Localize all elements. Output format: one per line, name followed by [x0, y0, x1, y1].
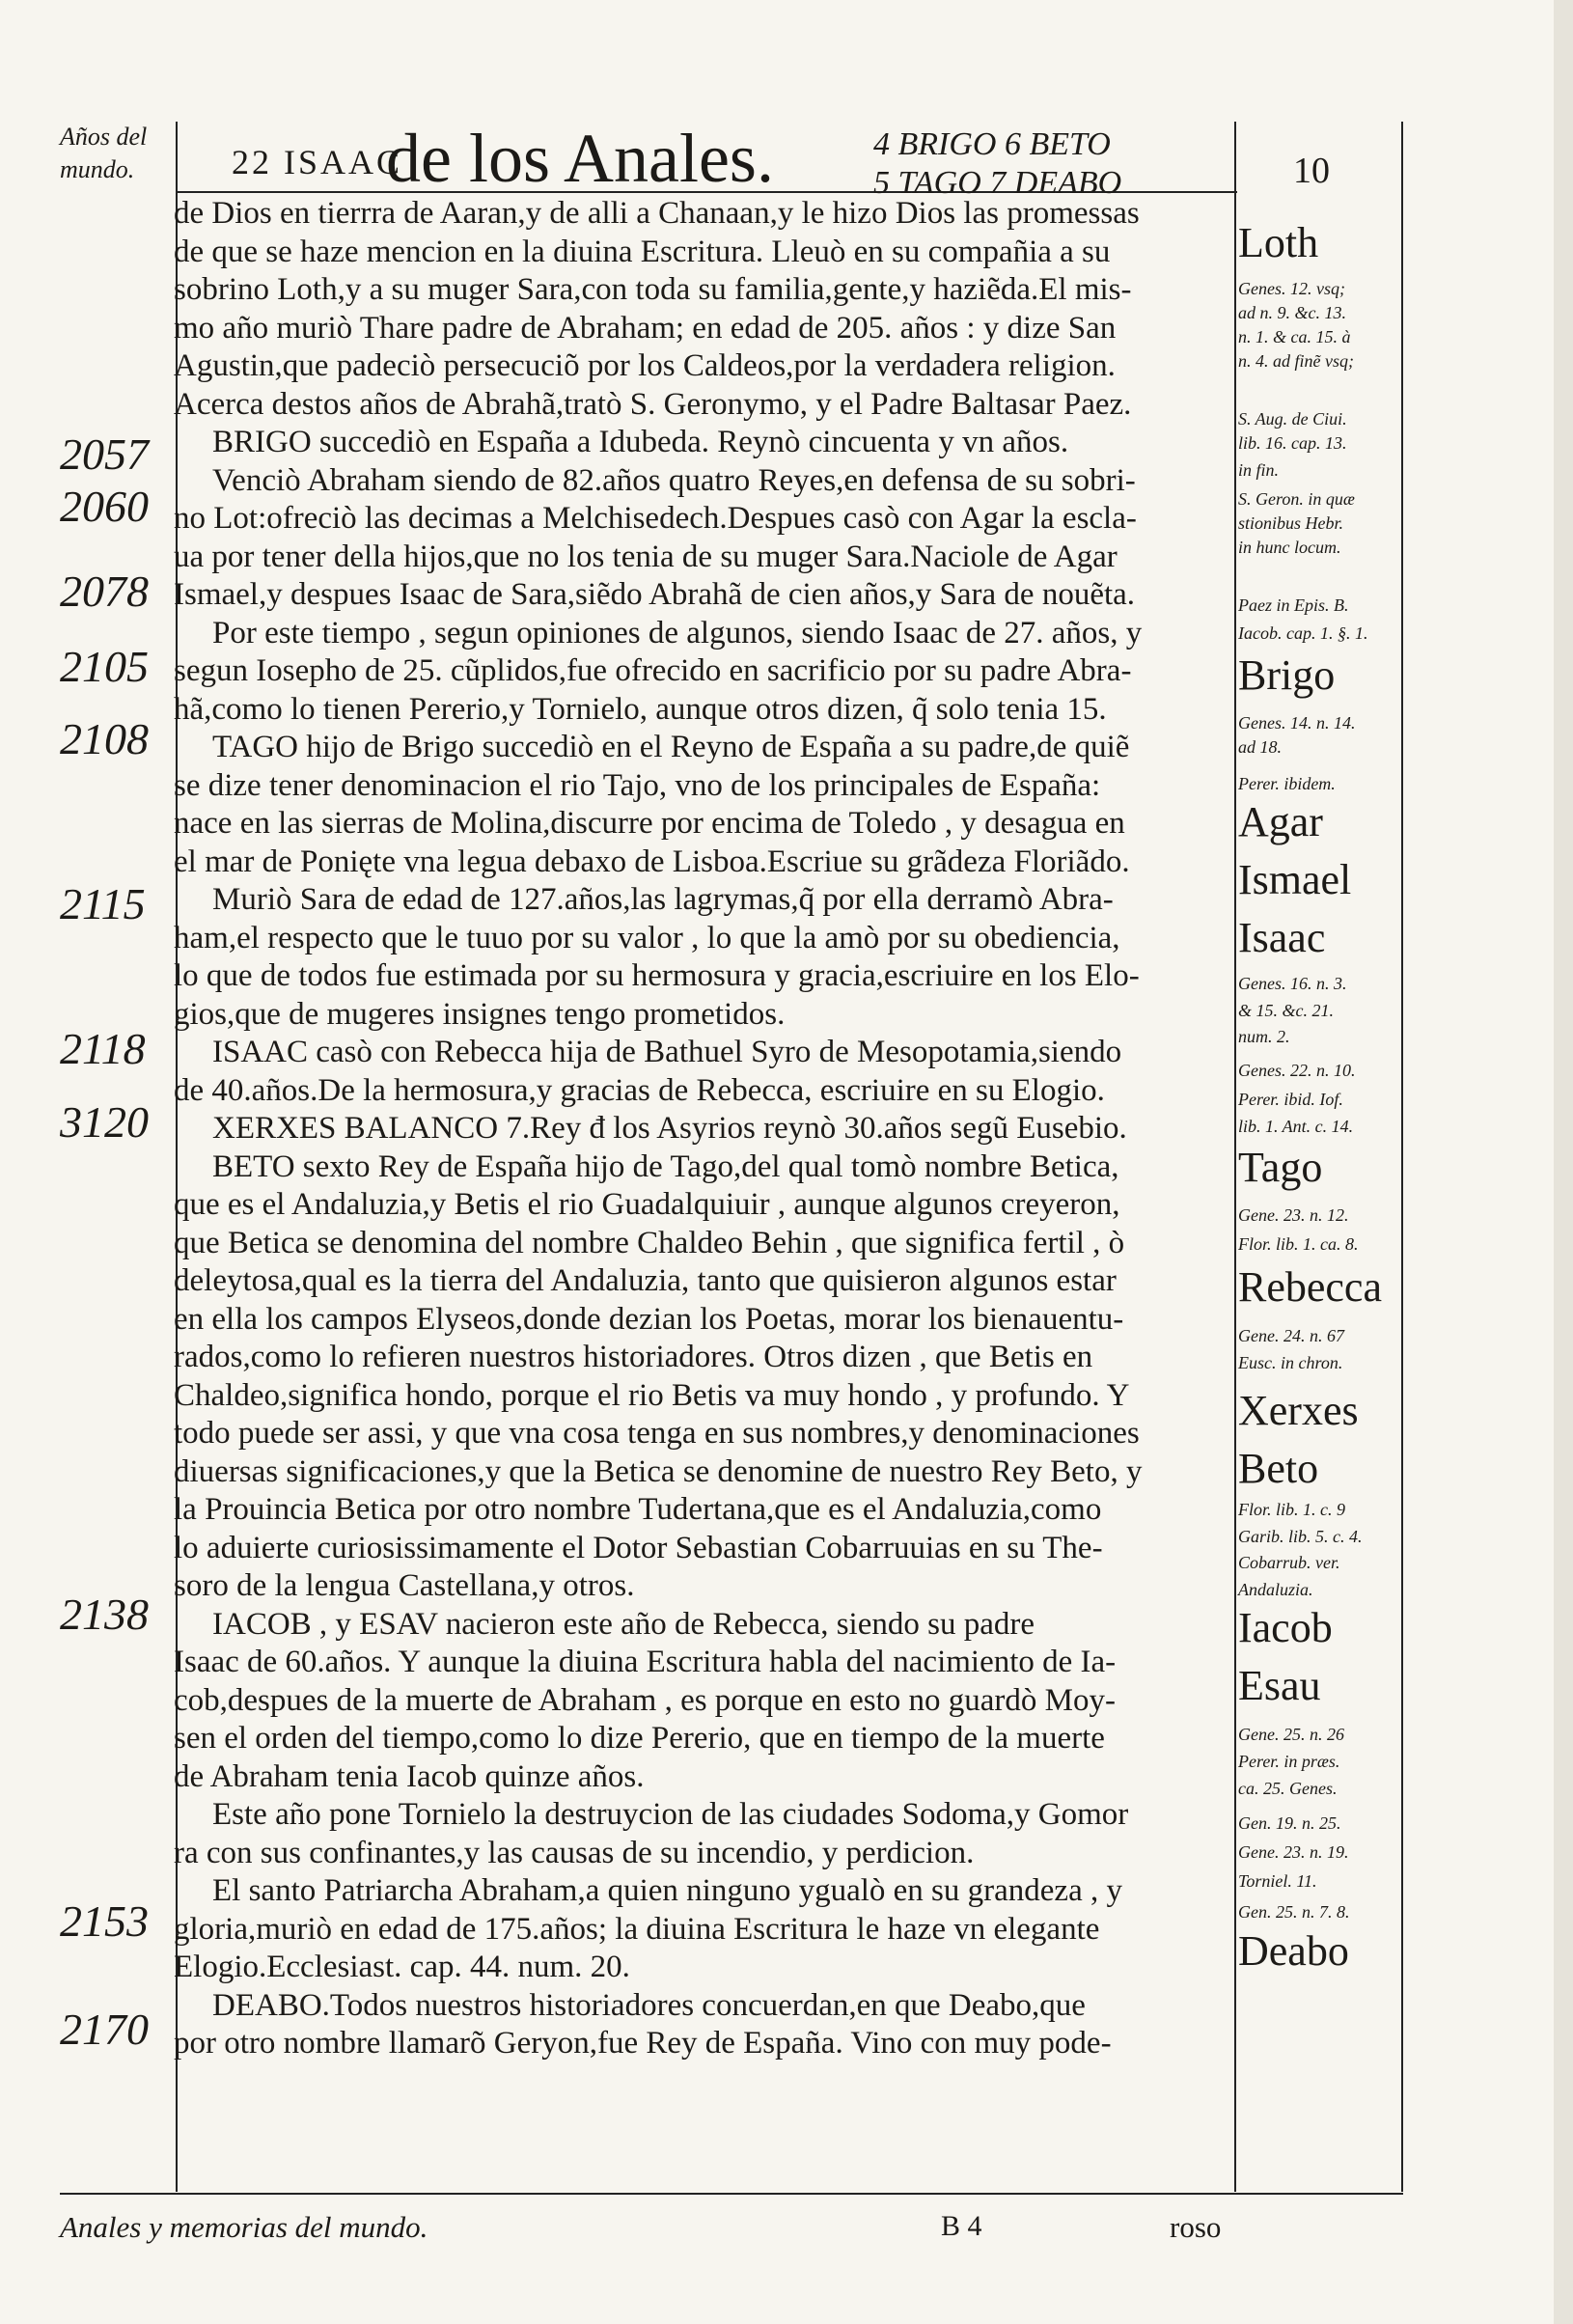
text-line: ISAAC casò con Rebecca hija de Bathuel Syro de Mesopotamia,siendo [212, 1035, 1122, 1069]
text-line: segun Iosepho de 25. cũplidos,fue ofrecido en sacrificio por su padre Abra- [174, 653, 1132, 688]
right-frame-rule [1401, 122, 1403, 2192]
margin-citation: num. 2. [1238, 1027, 1290, 1046]
text-line: de que se haze mencion en la diuina Escritura. Lleuò en su compañia a su [174, 234, 1111, 269]
text-line: Por este tiempo , segun opiniones de algunos, siendo Isaac de 27. años, y [212, 615, 1143, 650]
text-line: el mar de Ponięte vna legua debaxo de Lisboa.Escriue su grãdeza Floriãdo. [174, 844, 1130, 879]
margin-column-rule [1234, 122, 1236, 2192]
margin-heading: Esau [1238, 1662, 1321, 1709]
margin-citation: Cobarrub. ver. [1238, 1553, 1340, 1572]
year-label: 2170 [60, 2005, 149, 2054]
year-label: 2115 [60, 879, 146, 928]
footer-rule [60, 2193, 1403, 2195]
margin-citation: in hunc locum. [1238, 538, 1341, 557]
margin-citation: Eusc. in chron. [1238, 1353, 1343, 1372]
margin-citation: Perer. ibidem. [1238, 774, 1336, 793]
page-number: 22 [232, 143, 272, 181]
text-line: se dize tener denominacion el rio Tajo, vno de los principales de España: [174, 767, 1101, 803]
text-line: IACOB , y ESAV nacieron este año de Rebecca, siendo su padre [212, 1606, 1035, 1642]
margin-heading: Tago [1238, 1144, 1323, 1191]
text-line: la Prouincia Betica por otro nombre Tudertana,que es el Andaluzia,como [174, 1492, 1102, 1527]
text-line: no Lot:ofreciò las decimas a Melchisedech.Despues casò con Agar la escla- [174, 501, 1137, 536]
margin-citation: n. 4. ad finẽ vsq; [1238, 351, 1354, 371]
folio-number: 10 [1293, 151, 1330, 191]
margin-citation: in fin. [1238, 460, 1280, 480]
margin-citation: S. Geron. in quæ [1238, 489, 1355, 509]
text-line: sen el orden del tiempo,como lo dize Pererio, que en tiempo de la muerte [174, 1721, 1105, 1756]
text-line: gloria,muriò en edad de 175.años; la diuina Escritura le haze vn elegante [174, 1911, 1100, 1947]
text-line: diuersas significaciones,y que la Betica se denomine de nuestro Rey Beto, y [174, 1453, 1143, 1489]
text-line: rados,como lo refieren nuestros historiadores. Otros dizen , que Betis en [174, 1340, 1093, 1374]
text-line: ham,el respecto que le tuuo por su valor , lo que la amò por su obediencia, [174, 920, 1120, 955]
margin-heading: Deabo [1238, 1927, 1349, 1975]
year-label: 2060 [60, 482, 149, 531]
kings-line-2: 5 TAGO 7 DEABO [873, 165, 1122, 201]
margin-heading: Xerxes [1238, 1387, 1359, 1434]
margin-citation: stionibus Hebr. [1238, 513, 1344, 533]
text-line: Ismael,y despues Isaac de Sara,siẽdo Abrahã de cien años,y Sara de nouẽta. [174, 577, 1136, 612]
margin-citation: Paez in Epis. B. [1238, 595, 1349, 615]
margin-citation: Flor. lib. 1. c. 9 [1238, 1500, 1345, 1519]
text-line: Venciò Abraham siendo de 82.años quatro Reyes,en defensa de su sobri- [212, 462, 1136, 498]
text-line: que es el Andaluzia,y Betis el rio Guadalquiuir , aunque algunos creyeron, [174, 1187, 1120, 1222]
year-label: 2108 [60, 714, 149, 763]
margin-citation: Gen. 25. n. 7. 8. [1238, 1902, 1350, 1922]
footer-running-title: Anales y memorias del mundo. [60, 2210, 428, 2244]
running-head [232, 145, 402, 180]
margin-citation: ad n. 9. &c. 13. [1238, 303, 1346, 322]
margin-citation: lib. 1. Ant. c. 14. [1238, 1117, 1354, 1136]
text-line: Chaldeo,significa hondo, porque el rio Betis va muy hondo , y profundo. Y [174, 1377, 1130, 1413]
text-line: lo aduierte curiosissimamente el Dotor Sebastian Cobarruuias en su The- [174, 1530, 1103, 1565]
margin-citation: Gene. 25. n. 26 [1238, 1725, 1344, 1744]
text-line: sobrino Loth,y a su muger Sara,con toda su familia,gente,y haziẽda.El mis- [174, 272, 1132, 307]
margin-heading: Iacob [1238, 1604, 1333, 1651]
text-line: El santo Patriarcha Abraham,a quien ninguno ygualò en su grandeza , y [212, 1873, 1122, 1908]
margin-citation: Torniel. 11. [1238, 1871, 1317, 1891]
margin-citation: Genes. 12. vsq; [1238, 279, 1345, 298]
margin-citation: Garib. lib. 5. c. 4. [1238, 1527, 1363, 1546]
margin-heading: Agar [1238, 798, 1323, 845]
margin-citation: Genes. 14. n. 14. [1238, 713, 1356, 733]
text-line: BETO sexto Rey de España hijo de Tago,del qual tomò nombre Betica, [212, 1148, 1119, 1184]
margin-heading: Loth [1238, 219, 1319, 266]
year-label: 2118 [60, 1024, 146, 1073]
text-line: XERXES BALANCO 7.Rey đ los Asyrios reynò 30.años segũ Eusebio. [212, 1111, 1127, 1146]
margin-citation: & 15. &c. 21. [1238, 1001, 1334, 1020]
kings-line-1: 4 BRIGO 6 BETO [873, 126, 1111, 162]
year-label: 2078 [60, 567, 149, 616]
text-line: BRIGO succediò en España a Idubeda. Reynò cincuenta y vn años. [212, 425, 1069, 459]
text-line: DEABO.Todos nuestros historiadores concuerdan,en que Deabo,que [212, 1987, 1086, 2023]
margin-citation: n. 1. & ca. 15. à [1238, 327, 1351, 346]
text-line: Agustin,que padeciò persecuciõ por los Caldeos,por la verdadera religion. [174, 348, 1116, 383]
text-line: Elogio.Ecclesiast. cap. 44. num. 20. [174, 1950, 630, 1984]
text-line: gios,que de mugeres insignes tengo prometidos. [174, 996, 786, 1032]
text-line: TAGO hijo de Brigo succediò en el Reyno de España a su padre,de quiẽ [212, 730, 1130, 764]
text-line: que Betica se denomina del nombre Chaldeo Behin , que significa fertil , ò [174, 1225, 1125, 1260]
margin-citation: Gene. 23. n. 19. [1238, 1842, 1349, 1862]
text-line: hã,como lo tienen Pererio,y Tornielo, aunque otros dizen, q̃ solo tenia 15. [174, 691, 1107, 727]
text-line: de Dios en tierrra de Aaran,y de alli a Chanaan,y le hizo Dios las promessas [174, 196, 1140, 231]
kings-index [873, 125, 1230, 203]
margin-citation: Genes. 16. n. 3. [1238, 974, 1347, 993]
year-label: 2153 [60, 1896, 149, 1946]
text-line: mo año muriò Thare padre de Abraham; en edad de 205. años : y dize San [174, 310, 1117, 346]
text-line: todo puede ser assi, y que vna cosa tenga en sus nombres,y denominaciones [174, 1416, 1140, 1451]
margin-citation: Perer. in præs. [1238, 1752, 1340, 1771]
page-edge-shadow [1554, 0, 1573, 2324]
running-head-name: ISAAC [284, 143, 403, 181]
catchword: roso [1170, 2210, 1222, 2244]
text-line: Isaac de 60.años. Y aunque la diuina Escritura habla del nacimiento de Ia- [174, 1645, 1117, 1679]
margin-citation: Perer. ibid. Iof. [1238, 1090, 1343, 1109]
margin-citation: lib. 16. cap. 13. [1238, 433, 1347, 453]
text-line: ua por tener della hijos,que no los tenia de su muger Sara.Naciole de Agar [174, 539, 1118, 574]
text-line: de 40.años.De la hermosura,y gracias de Rebecca, escriuire en su Elogio. [174, 1072, 1105, 1108]
text-line: ra con sus confinantes,y las causas de su incendio, y perdicion. [174, 1835, 975, 1870]
margin-citation: Gen. 19. n. 25. [1238, 1813, 1341, 1833]
margin-citation: S. Aug. de Ciui. [1238, 409, 1347, 429]
margin-citation: Gene. 23. n. 12. [1238, 1205, 1349, 1225]
year-label: 3120 [60, 1097, 149, 1147]
text-line: Acerca destos años de Abrahã,tratò S. Geronymo, y el Padre Baltasar Paez. [174, 386, 1132, 422]
text-line: de Abraham tenia Iacob quinze años. [174, 1758, 645, 1794]
text-line: soro de la lengua Castellana,y otros. [174, 1568, 635, 1603]
margin-citation: Genes. 22. n. 10. [1238, 1061, 1356, 1080]
margin-citation: Andaluzia. [1238, 1580, 1313, 1599]
page-title: de los Anales. [386, 120, 774, 197]
year-label: 2057 [60, 429, 149, 479]
text-line: deleytosa,qual es la tierra del Andaluzia, tanto que quisieron algunos estar [174, 1263, 1117, 1298]
text-line: lo que de todos fue estimada por su hermosura y gracia,escriuire en los Elo- [174, 958, 1140, 993]
text-line: Muriò Sara de edad de 127.años,las lagrymas,q̃ por ella derramò Abra- [212, 882, 1114, 917]
year-label: 2138 [60, 1590, 149, 1639]
margin-heading: Ismael [1238, 856, 1352, 903]
text-line: en ella los campos Elyseos,donde dezian los Poetas, morar los bienauentu- [174, 1301, 1124, 1337]
margin-citation: Iacob. cap. 1. §. 1. [1238, 623, 1368, 643]
margin-heading: Rebecca [1238, 1263, 1382, 1311]
text-line: Este año pone Tornielo la destruycion de las ciudades Sodoma,y Gomor [212, 1797, 1129, 1832]
margin-citation: ca. 25. Genes. [1238, 1779, 1338, 1798]
text-line: nace en las sierras de Molina,discurre por encima de Toledo , y desagua en [174, 806, 1125, 841]
signature-mark: B 4 [941, 2210, 982, 2242]
text-line: cob,despues de la muerte de Abraham , es porque en esto no guardò Moy- [174, 1682, 1116, 1718]
margin-heading: Brigo [1238, 651, 1336, 699]
margin-citation: Flor. lib. 1. ca. 8. [1238, 1234, 1359, 1254]
margin-heading: Beto [1238, 1445, 1319, 1492]
years-column-label: Años del mundo. [60, 123, 148, 183]
margin-citation: Gene. 24. n. 67 [1238, 1326, 1344, 1345]
margin-heading: Isaac [1238, 914, 1326, 961]
main-text [174, 195, 1230, 2063]
text-line: por otro nombre llamarõ Geryon,fue Rey de España. Vino con muy pode- [174, 2026, 1112, 2061]
year-label: 2105 [60, 642, 149, 691]
margin-citation: ad 18. [1238, 737, 1282, 757]
